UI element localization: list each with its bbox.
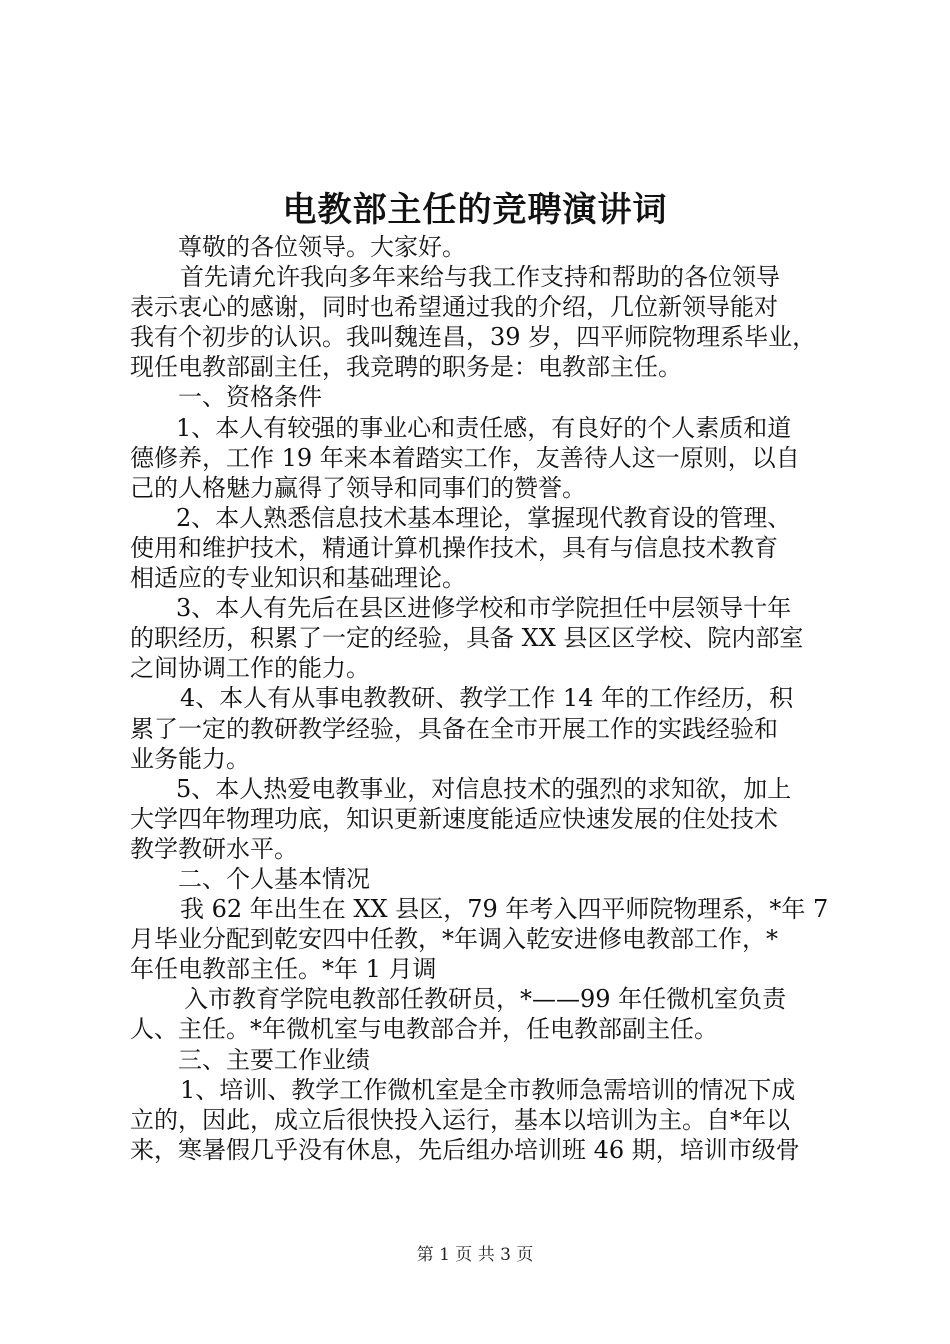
paragraph-line: 我 62 年出生在 XX 县区，79 年考入四平师院物理系，*年 7 bbox=[180, 895, 829, 924]
page-number: 第 1 页 共 3 页 bbox=[416, 1245, 534, 1265]
paragraph-line: 来，寒暑假几乎没有休息，先后组办培训班 46 期，培训市级骨 bbox=[130, 1135, 800, 1164]
paragraph-line: 之间协调工作的能力。 bbox=[130, 654, 370, 683]
paragraph-line: 尊敬的各位领导。大家好。 bbox=[178, 233, 466, 261]
paragraph-line: 月毕业分配到乾安四中任教，*年调入乾安进修电教部工作，* bbox=[130, 925, 778, 954]
paragraph-line: 4、本人有从事电教教研、教学工作 14 年的工作经历，积 bbox=[180, 684, 794, 713]
paragraph-line: 大学四年物理功底，知识更新速度能适应快速发展的住处技术 bbox=[130, 804, 778, 833]
paragraph-line: 立的，因此，成立后很快投入运行，基本以培训为主。自*年以 bbox=[130, 1105, 790, 1134]
paragraph-line: 现任电教部副主任，我竞聘的职务是：电教部主任。 bbox=[130, 353, 682, 382]
paragraph-line: 5、本人热爱电教事业，对信息技术的强烈的求知欲，加上 bbox=[176, 774, 792, 803]
paragraph-line: 业务能力。 bbox=[130, 744, 250, 773]
paragraph-line: 首先请允许我向多年来给与我工作支持和帮助的各位领导 bbox=[180, 263, 780, 292]
paragraph-line: 我有个初步的认识。我叫魏连昌，39 岁，四平师院物理系毕业， bbox=[130, 323, 817, 352]
paragraph-line: 1、本人有较强的事业心和责任感，有良好的个人素质和道 bbox=[176, 413, 792, 442]
paragraph-line: 己的人格魅力赢得了领导和同事们的赞誉。 bbox=[130, 473, 586, 502]
paragraph-line: 3、本人有先后在县区进修学校和市学院担任中层领导十年 bbox=[176, 594, 792, 623]
document-body bbox=[130, 232, 830, 1165]
section-heading: 一、资格条件 bbox=[178, 383, 322, 412]
paragraph-line: 1、培训、教学工作微机室是全市教师急需培训的情况下成 bbox=[180, 1075, 796, 1104]
paragraph-line: 2、本人熟悉信息技术基本理论，掌握现代教育设的管理、 bbox=[176, 503, 792, 532]
section-heading: 二、个人基本情况 bbox=[178, 864, 370, 893]
paragraph-line: 人、主任。*年微机室与电教部合并，任电教部副主任。 bbox=[130, 1015, 718, 1044]
paragraph-line: 入市教育学院电教部任教研员，*——99 年任微机室负责 bbox=[184, 985, 787, 1014]
paragraph-line: 累了一定的教研教学经验，具备在全市开展工作的实践经验和 bbox=[130, 714, 778, 743]
paragraph-line: 相适应的专业知识和基础理论。 bbox=[130, 564, 466, 593]
paragraph-line: 教学教研水平。 bbox=[130, 834, 298, 863]
paragraph-line: 的职经历，积累了一定的经验，具备 XX 县区区学校、院内部室 bbox=[130, 624, 804, 653]
paragraph-line: 德修养，工作 19 年来本着踏实工作，友善待人这一原则，以自 bbox=[130, 443, 800, 472]
paragraph-line: 表示衷心的感谢，同时也希望通过我的介绍，几位新领导能对 bbox=[130, 293, 778, 322]
document-title: 电教部主任的竞聘演讲词 bbox=[282, 190, 668, 230]
paragraph-line: 使用和维护技术，精通计算机操作技术，具有与信息技术教育 bbox=[130, 533, 778, 562]
section-heading: 三、主要工作业绩 bbox=[178, 1045, 370, 1074]
paragraph-line: 年任电教部主任。*年 1 月调 bbox=[130, 955, 437, 984]
